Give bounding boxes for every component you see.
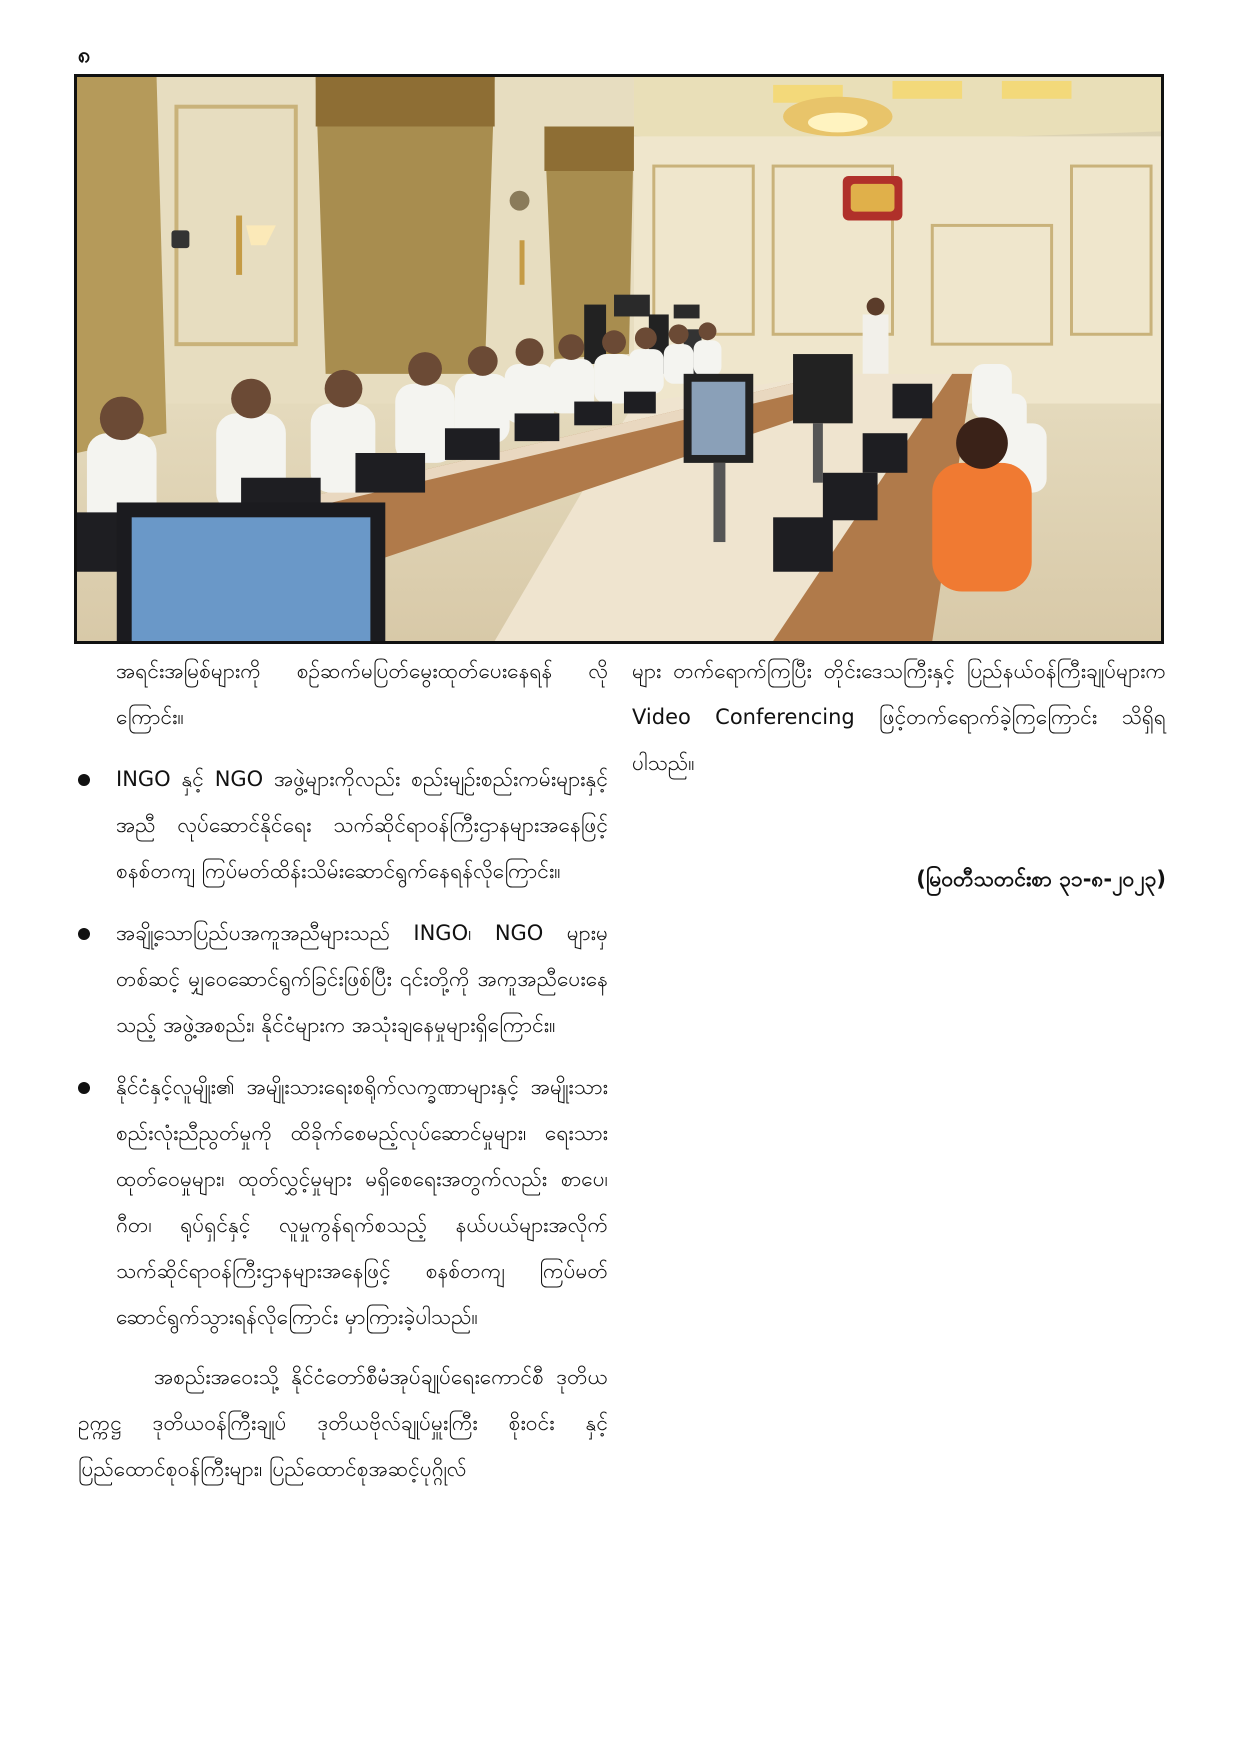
source-citation: (မြဝတီသတင်းစာ ၃၁-၈-၂၀၂၃) xyxy=(916,867,1166,891)
meeting-photo xyxy=(74,74,1164,644)
bullet-text: INGO နှင့် NGO အဖွဲ့များကိုလည်း စည်းမျဉ်းစည်းကမ်းများနှင့်အညီ လုပ်ဆောင်နိုင်ရေး သက်ဆိုင်ရာဝန်ကြီးဌာနများအနေဖြင့် စနစ်တကျ ကြပ်မတ်ထိန်းသိမ်းဆောင်ရွက်နေရန်လိုကြောင်း။ xyxy=(116,767,608,883)
bullet-icon xyxy=(78,1082,90,1094)
left-column xyxy=(78,648,608,1492)
bullet-item xyxy=(78,756,608,894)
right-continuation-text: များ တက်ရောက်ကြပြီး တိုင်းဒေသကြီးနှင့် ပြည်နယ်ဝန်ကြီးချုပ်များက Video Conferencing ဖြင့်တက်ရောက်ခဲ့ကြကြောင်း သိရှိရပါသည်။ xyxy=(632,659,1166,775)
right-column xyxy=(632,648,1166,902)
bullet-text: နိုင်ငံနှင့်လူမျိုး၏ အမျိုးသားရေးစရိုက်လက္ခဏာများနှင့် အမျိုးသားစည်းလုံးညီညွတ်မှုကို ထိခိုက်စေမည့်လုပ်ဆောင်မှုများ၊ ရေးသားထုတ်ဝေမှုများ၊ ထုတ်လွှင့်မှုများ မရှိစေရေးအတွက်လည်း စာပေ၊ ဂီတ၊ ရုပ်ရှင်နှင့် လူမှုကွန်ရက်စသည့် နယ်ပယ်များအလိုက် သက်ဆိုင်ရာဝန်ကြီးဌာနများအနေဖြင့် စနစ်တကျ ကြပ်မတ်ဆောင်ရွက်သွားရန်လိုကြောင်း မှာကြားခဲ့ပါသည်။ xyxy=(116,1075,608,1329)
official-orange-jacket xyxy=(932,463,1031,592)
closing-paragraph: အစည်းအဝေးသို့ နိုင်ငံတော်စီမံအုပ်ချုပ်ရေးကောင်စီ ဒုတိယဥက္ကဋ္ဌ ဒုတိယဝန်ကြီးချုပ် ဒုတိယဗိုလ်ချုပ်မှူးကြီး စိုးဝင်း နှင့် ပြည်ထောင်စုဝန်ကြီးများ၊ ပြည်ထောင်စုအဆင့်ပုဂ္ဂိုလ် xyxy=(78,1365,608,1481)
bullet-icon xyxy=(78,928,90,940)
bullet-item xyxy=(78,910,608,1048)
left-continuation-text: အရင်းအမြစ်များကို စဉ်ဆက်မပြတ်မွေးထုတ်ပေးနေရန် လိုကြောင်း။ xyxy=(116,659,608,729)
meeting-room-illustration xyxy=(77,77,1161,641)
bullet-icon xyxy=(78,774,90,786)
bullet-text: အချို့သောပြည်ပအကူအညီများသည် INGO၊ NGO များမှတစ်ဆင့် မျှဝေဆောင်ရွက်ခြင်းဖြစ်ပြီး ၎င်းတို့ကို အကူအညီပေးနေသည့် အဖွဲ့အစည်း၊ နိုင်ငံများက အသုံးချနေမှုများရှိကြောင်း။ xyxy=(116,921,608,1037)
page-number: ၈ xyxy=(78,43,91,68)
bullet-item xyxy=(78,1064,608,1340)
